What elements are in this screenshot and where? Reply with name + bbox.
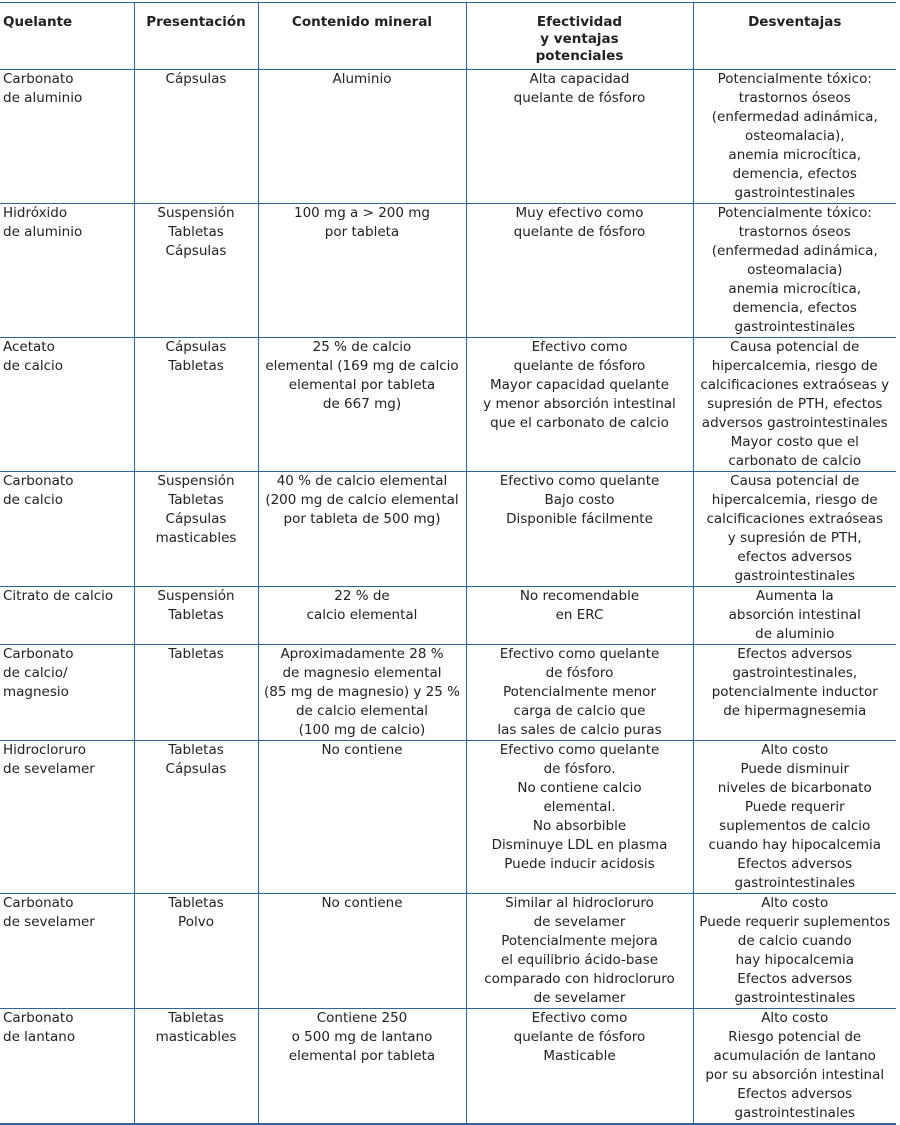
header-efectividad: Efectividad y ventajas potenciales	[466, 3, 693, 70]
cell-quelante: Citrato de calcio	[0, 587, 134, 645]
table-row	[0, 894, 896, 1009]
table-row	[0, 204, 896, 338]
cell-presentacion: Tabletas Polvo	[134, 894, 258, 1009]
cell-contenido: 25 % de calcio elemental (169 mg de calcio elemental por tableta de 667 mg)	[258, 338, 466, 472]
cell-contenido: Aluminio	[258, 70, 466, 204]
chelators-table	[0, 2, 896, 1125]
table-row	[0, 587, 896, 645]
cell-contenido: No contiene	[258, 894, 466, 1009]
cell-efectividad: Efectivo como quelante de fósforo. No contiene calcio elemental. No absorbible Disminuye LDL en plasma Puede inducir acidosis	[466, 741, 693, 894]
cell-efectividad: Similar al hidrocloruro de sevelamer Potencialmente mejora el equilibrio ácido-base comparado con hidrocloruro de sevelamer	[466, 894, 693, 1009]
cell-efectividad: Efectivo como quelante de fósforo Potencialmente menor carga de calcio que las sales de calcio puras	[466, 645, 693, 741]
cell-quelante: Carbonato de lantano	[0, 1009, 134, 1125]
cell-presentacion: Tabletas Cápsulas	[134, 741, 258, 894]
table-row	[0, 1009, 896, 1125]
cell-efectividad: Alta capacidad quelante de fósforo	[466, 70, 693, 204]
header-quelante: Quelante	[0, 3, 134, 70]
cell-desventajas: Alto costo Puede requerir suplementos de calcio cuando hay hipocalcemia Efectos adversos gastrointestinales	[693, 894, 896, 1009]
cell-presentacion: Cápsulas	[134, 70, 258, 204]
cell-contenido: No contiene	[258, 741, 466, 894]
cell-desventajas: Causa potencial de hipercalcemia, riesgo de calcificaciones extraóseas y supresión de PTH, efectos adversos gastrointestinales Mayor costo que el carbonato de calcio	[693, 338, 896, 472]
cell-desventajas: Aumenta la absorción intestinal de aluminio	[693, 587, 896, 645]
cell-quelante: Carbonato de calcio	[0, 472, 134, 587]
cell-efectividad: No recomendable en ERC	[466, 587, 693, 645]
cell-quelante: Hidróxido de aluminio	[0, 204, 134, 338]
cell-contenido: 40 % de calcio elemental (200 mg de calcio elemental por tableta de 500 mg)	[258, 472, 466, 587]
cell-quelante: Carbonato de aluminio	[0, 70, 134, 204]
cell-contenido: 100 mg a > 200 mg por tableta	[258, 204, 466, 338]
table-row	[0, 70, 896, 204]
cell-desventajas: Alto costo Puede disminuir niveles de bicarbonato Puede requerir suplementos de calcio cuando hay hipocalcemia Efectos adversos gastrointestinales	[693, 741, 896, 894]
cell-presentacion: Cápsulas Tabletas	[134, 338, 258, 472]
cell-efectividad: Efectivo como quelante de fósforo Mayor capacidad quelante y menor absorción intestinal que el carbonato de calcio	[466, 338, 693, 472]
cell-quelante: Carbonato de calcio/ magnesio	[0, 645, 134, 741]
cell-efectividad: Muy efectivo como quelante de fósforo	[466, 204, 693, 338]
header-contenido-mineral: Contenido mineral	[258, 3, 466, 70]
cell-efectividad: Efectivo como quelante de fósforo Masticable	[466, 1009, 693, 1125]
cell-desventajas: Causa potencial de hipercalcemia, riesgo de calcificaciones extraóseas y supresión de PTH, efectos adversos gastrointestinales	[693, 472, 896, 587]
cell-contenido: 22 % de calcio elemental	[258, 587, 466, 645]
cell-desventajas: Potencialmente tóxico: trastornos óseos (enfermedad adinámica, osteomalacia) anemia microcítica, demencia, efectos gastrointestinales	[693, 204, 896, 338]
cell-contenido: Contiene 250 o 500 mg de lantano elemental por tableta	[258, 1009, 466, 1125]
table-row	[0, 338, 896, 472]
cell-desventajas: Efectos adversos gastrointestinales, potencialmente inductor de hipermagnesemia	[693, 645, 896, 741]
cell-desventajas: Alto costo Riesgo potencial de acumulación de lantano por su absorción intestinal Efectos adversos gastrointestinales	[693, 1009, 896, 1125]
cell-desventajas: Potencialmente tóxico: trastornos óseos (enfermedad adinámica, osteomalacia), anemia microcítica, demencia, efectos gastrointestinales	[693, 70, 896, 204]
table-row	[0, 472, 896, 587]
cell-presentacion: Suspensión Tabletas	[134, 587, 258, 645]
cell-quelante: Acetato de calcio	[0, 338, 134, 472]
header-row	[0, 3, 896, 70]
table-row	[0, 645, 896, 741]
header-desventajas: Desventajas	[693, 3, 896, 70]
cell-presentacion: Tabletas masticables	[134, 1009, 258, 1125]
cell-quelante: Carbonato de sevelamer	[0, 894, 134, 1009]
cell-quelante: Hidrocloruro de sevelamer	[0, 741, 134, 894]
table-row	[0, 741, 896, 894]
cell-contenido: Aproximadamente 28 % de magnesio elemental (85 mg de magnesio) y 25 % de calcio elemental (100 mg de calcio)	[258, 645, 466, 741]
cell-presentacion: Tabletas	[134, 645, 258, 741]
cell-efectividad: Efectivo como quelante Bajo costo Disponible fácilmente	[466, 472, 693, 587]
cell-presentacion: Suspensión Tabletas Cápsulas	[134, 204, 258, 338]
cell-presentacion: Suspensión Tabletas Cápsulas masticables	[134, 472, 258, 587]
header-presentacion: Presentación	[134, 3, 258, 70]
